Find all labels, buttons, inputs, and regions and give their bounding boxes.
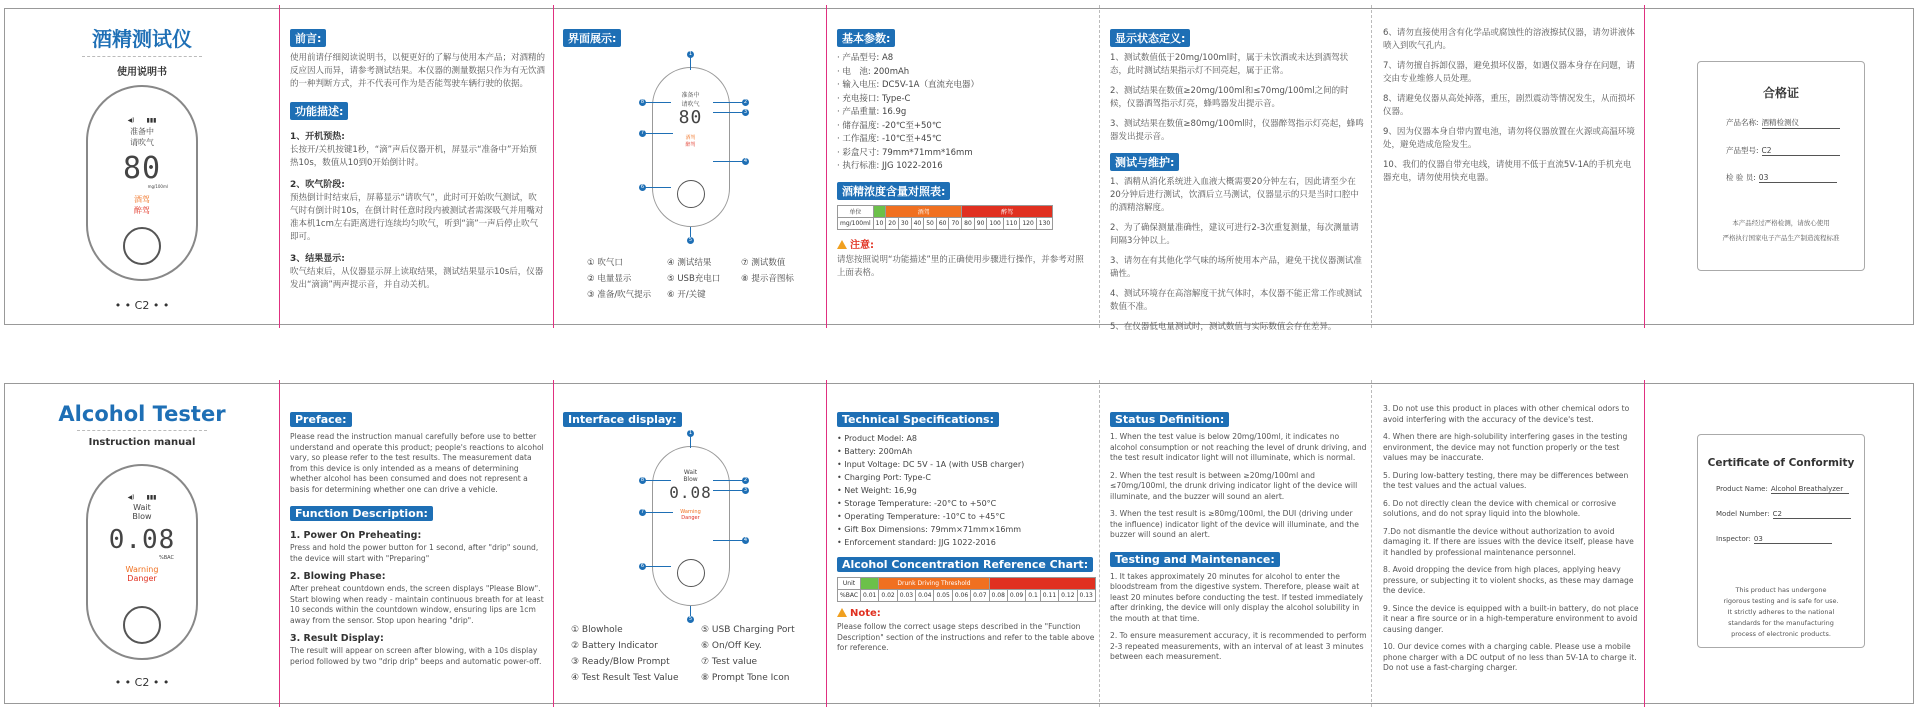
legend-item: ④ 测试结果 <box>667 258 712 268</box>
table-row-label: mg/100ml <box>838 217 874 229</box>
label: Inspector: <box>1716 535 1751 543</box>
fold-line <box>826 5 827 328</box>
callout-1: 1 <box>688 51 693 57</box>
specs-panel <box>837 9 1092 324</box>
callout-line <box>690 436 691 448</box>
table-cell: 0.01 <box>861 590 879 602</box>
callout-line <box>643 480 671 481</box>
status-item: 1、测试数值低于20mg/100ml时，属于未饮酒或未达到酒驾状态，此时测试结果指示灯不回亮起，属于正常。 <box>1110 53 1349 76</box>
status-list <box>1110 432 1367 541</box>
screen-line2: 请吹气 <box>130 138 154 147</box>
table-cell: 90 <box>974 217 987 229</box>
callout-line <box>713 102 743 103</box>
legend-item: ① Blowhole <box>571 625 623 635</box>
status-panel <box>1110 9 1365 332</box>
legend-item: ⑦ Test value <box>701 657 758 667</box>
interface-heading: 界面展示: <box>563 29 621 47</box>
spec-item: • Battery: 200mAh <box>837 447 913 456</box>
concentration-table <box>837 205 1053 230</box>
callout-line <box>690 606 691 616</box>
model-label: • • C2 • • <box>114 299 170 312</box>
device-screen <box>88 115 196 216</box>
note-heading-text: Note: <box>850 608 881 619</box>
callout-line <box>713 540 743 541</box>
value: 03 <box>1759 173 1837 183</box>
fold-line <box>826 380 827 707</box>
preface-panel <box>290 9 545 324</box>
table-cell: 0.04 <box>916 590 934 602</box>
legend-item: ⑦ 测试数值 <box>741 258 786 268</box>
cert-product-name <box>1726 117 1864 129</box>
diagram-line1: 准备中 <box>681 92 700 99</box>
diagram-screen <box>653 469 729 521</box>
maintenance-item: 6、请勿直接使用含有化学品或腐蚀性的溶液擦拭仪器，请勿讲液体喷入到吹气孔内。 <box>1383 28 1635 51</box>
certificate-panel <box>1645 9 1915 324</box>
model-label: • • C2 • • <box>114 676 170 689</box>
continued-list <box>1383 27 1638 185</box>
note-heading-text: 注意: <box>850 239 874 251</box>
screen-digits: 80 <box>122 151 162 186</box>
certificate-panel <box>1645 384 1915 703</box>
callout-3: 3 <box>743 487 748 493</box>
specs-heading: Technical Specifications: <box>837 412 999 427</box>
diagram-digits: 80 <box>678 107 703 128</box>
legend-item: ① 吹气口 <box>587 258 623 268</box>
screen-line1: 准备中 <box>130 127 154 136</box>
device-illustration <box>86 464 198 660</box>
step2-text: After preheat countdown ends, the screen displays "Please Blow". Start blowing when ready - maintain continuous breath for at least 10 seconds within the countdown window, ensuring lips are 1cm away from the sensor. Stop upon hearing "drip". <box>290 584 544 625</box>
legend-col3 <box>741 255 816 287</box>
callout-6: 6 <box>640 184 645 190</box>
dui-band: 醉驾 <box>962 205 1053 217</box>
step3-title: 3、结果显示: <box>290 254 345 264</box>
table-cell: 0.12 <box>1059 590 1077 602</box>
legend-item: ③ Ready/Blow Prompt <box>571 657 670 667</box>
table-cell: 40 <box>911 217 924 229</box>
callout-line <box>643 133 673 134</box>
specs-list <box>837 432 1095 549</box>
label: 检 验 员: <box>1726 173 1756 182</box>
device-illustration <box>86 85 198 281</box>
status-item: 2. When the test result is between ≥20mg/100ml and ≤70mg/100ml, the drunk driving indicator light of the device will illuminate, and the buzzer will sound an alert. <box>1110 470 1358 501</box>
value: Alcohol Breathalyzer <box>1771 485 1849 494</box>
step1-text: Press and hold the power button for 1 second, after "drip" sound, the device will start with "Preparing" <box>290 543 539 563</box>
table-cell: 0.05 <box>934 590 952 602</box>
callout-1: 1 <box>688 430 693 436</box>
note-heading <box>837 608 1095 619</box>
danger-label: Danger <box>127 574 157 583</box>
table-cell: 20 <box>886 217 899 229</box>
cert-inspector <box>1726 172 1864 183</box>
maintenance-item: 4. When there are high-solubility interfering gases in the testing environment, the device may not function properly or the test values may be inaccurate. <box>1383 432 1628 462</box>
spec-item: • Storage Temperature: -20°C to +50°C <box>837 499 997 508</box>
device-diagram <box>652 67 730 227</box>
note-text: 请您按照说明“功能描述”里的正确使用步骤进行操作，并参考对照上面表格。 <box>837 254 1084 278</box>
legend-item: ⑤ USB Charging Port <box>701 625 795 635</box>
continued-panel <box>1383 384 1641 703</box>
fold-line <box>1099 5 1100 328</box>
cert-note <box>1708 218 1854 244</box>
legend-item: ③ 准备/吹气提示 <box>587 290 652 300</box>
status-panel <box>1110 384 1367 703</box>
label: 产品型号: <box>1726 146 1759 155</box>
callout-line <box>643 566 671 567</box>
callout-line <box>713 161 743 162</box>
normal-band <box>861 578 879 590</box>
maintenance-item: 9. Since the device is equipped with a built-in battery, do not place it near a fire source or in a high-temperature environment to avoid causing danger. <box>1383 603 1639 634</box>
diagram-button <box>677 559 705 587</box>
callout-line <box>713 112 743 113</box>
spec-item: · 电 池: 200mAh <box>837 66 910 77</box>
preface-heading: 前言: <box>290 29 326 47</box>
legend-col2 <box>667 255 739 303</box>
preface-text: 使用前请仔细阅读说明书，以便更好的了解与使用本产品；对酒精的反应因人而异，请参考测试结果。本仪器的测量数据只作为有无饮酒的一种判断方式，并不代表可作为是否能驾驶车辆行驶的依据。 <box>290 53 546 89</box>
maintenance-heading: 测试与维护: <box>1110 153 1179 171</box>
step2-text: 预热倒计时结束后，屏幕显示“请吹气”，此时可开始吹气测试，吹气时有倒计时10s，在倒计时任意时段内被测试者需深吸气并用嘴对准本机1cm左右距离进行连续均匀吹气，听到“滴”一声后停止吹气即可。 <box>290 193 544 242</box>
legend-item: ⑧ Prompt Tone Icon <box>701 673 790 683</box>
certificate-card <box>1697 434 1865 648</box>
value: 酒精检测仪 <box>1762 117 1840 129</box>
interface-panel <box>563 9 818 324</box>
maintenance-item: 3. Do not use this product in places with other chemical odors to avoid interfering with the accuracy of the device's test. <box>1383 404 1630 424</box>
power-button <box>123 606 161 644</box>
cover-title: 酒精测试仪 <box>92 27 192 51</box>
maintenance-item: 10. Our device comes with a charging cable. Please use a mobile phone charger with a DC output of no less than 5V-1A to charge it. Do not use a fast-charging charger. <box>1383 642 1637 672</box>
spec-item: • Product Model: A8 <box>837 434 917 443</box>
continued-panel <box>1383 9 1638 324</box>
callout-7: 7 <box>640 130 645 136</box>
chinese-manual-sheet <box>4 8 1914 332</box>
spec-item: · 工作温度: -10℃至+45℃ <box>837 134 942 144</box>
maintenance-heading: Testing and Maintenance: <box>1110 552 1280 567</box>
maintenance-item: 8、请避免仪器从高处掉落，重压，剧烈震动等情况发生，从而损坏仪器。 <box>1383 94 1635 117</box>
specs-heading: 基本参数: <box>837 29 895 47</box>
callout-2: 2 <box>743 477 748 483</box>
legend-item: ⑥ On/Off Key. <box>701 641 762 651</box>
cert-note: This product has undergone rigorous testing and is safe for use. It strictly adheres to the national standards for the manufacturing process of electronic products. <box>1723 586 1839 638</box>
maintenance-item: 10、我们的仪器自带充电线，请使用不低于直流5V-1A的手机充电器充电，请勿使用快充电器。 <box>1383 160 1632 183</box>
callout-2: 2 <box>743 99 748 105</box>
spec-item: • Gift Box Dimensions: 79mm×71mm×16mm <box>837 525 1022 534</box>
table-cell: 60 <box>936 217 949 229</box>
table-header-unit: Unit <box>838 578 861 590</box>
fold-line <box>279 5 280 328</box>
sound-battery-icon: ◀) ▮▮▮ <box>127 494 157 501</box>
table-cell: 30 <box>898 217 911 229</box>
fold-line <box>1099 380 1100 707</box>
spec-item: · 输入电压: DC5V-1A（直流充电器） <box>837 80 979 90</box>
label: Product Name: <box>1716 485 1768 493</box>
table-cell: 0.03 <box>897 590 915 602</box>
diagram-line2: 请吹气 <box>681 101 700 108</box>
cert-model <box>1726 145 1864 156</box>
maintenance-list <box>1110 572 1367 663</box>
title-divider <box>82 56 202 57</box>
status-list <box>1110 52 1365 144</box>
diagram-line1: Wait <box>683 469 698 476</box>
callout-7: 7 <box>640 509 645 515</box>
maintenance-item: 4、测试环境存在高溶解度干扰气体时，本仪器不能正常工作或测试数值不准。 <box>1110 289 1362 312</box>
legend-col2 <box>701 622 816 686</box>
table-cell: 0.06 <box>952 590 970 602</box>
cover-panel <box>5 384 279 703</box>
status-item: 3. When the test result is ≥80mg/100ml, the DUI (driving under the influence) indicator light of the device will illuminate, and the buzzer will sound an alert. <box>1110 509 1359 539</box>
english-manual-sheet <box>4 383 1914 704</box>
device-diagram <box>652 446 730 606</box>
title-divider <box>77 430 207 431</box>
warning-icon <box>837 240 847 249</box>
warning-label: Warning <box>125 565 159 574</box>
continued-list <box>1383 404 1641 674</box>
maintenance-item: 8. Avoid dropping the device from high places, applying heavy pressure, or subjecting it to violent shocks, as these may damage the device. <box>1383 565 1634 595</box>
maintenance-item: 2. To ensure measurement accuracy, it is recommended to perform 2-3 repeated measurements, with an interval of at least 3 minutes between each measurement. <box>1110 631 1367 661</box>
table-cell: 130 <box>1036 217 1052 229</box>
concentration-table <box>837 577 1096 602</box>
status-item: 2、测试结果在数值≥20mg/100ml和≤70mg/100ml之间的时候，仪器酒驾指示灯亮，蜂鸣器发出提示音。 <box>1110 86 1349 109</box>
certificate-card <box>1697 61 1865 271</box>
table-cell: 110 <box>1003 217 1019 229</box>
maintenance-item: 1. It takes approximately 20 minutes for alcohol to enter the bloodstream from the digestive system. Therefore, please wait at least 20 minutes before conducting the test. If tested immediately after drinking, the device will only display the alcohol solubility in the mouth at that time. <box>1110 571 1363 623</box>
table-cell: 0.02 <box>879 590 897 602</box>
spec-item: • Operating Temperature: -10°C to +45°C <box>837 512 1005 521</box>
callout-line <box>643 512 673 513</box>
table-cell: 120 <box>1020 217 1036 229</box>
table-cell: 50 <box>924 217 937 229</box>
spec-item: • Enforcement standard: JJG 1022-2016 <box>837 538 996 547</box>
legend-item: ② Battery Indicator <box>571 641 658 651</box>
cover-panel <box>5 9 279 324</box>
screen-line1: Wait <box>133 503 151 512</box>
callout-8: 8 <box>640 477 645 483</box>
certificate-title: 合格证 <box>1762 86 1799 100</box>
screen-line2: Blow <box>132 512 152 521</box>
legend-item: ⑥ 开/关键 <box>667 290 706 300</box>
function-heading: 功能描述: <box>290 102 348 120</box>
table-cell: 10 <box>873 217 886 229</box>
maintenance-item: 3、请勿在有其他化学气味的场所使用本产品，避免干扰仪器测试准确性。 <box>1110 256 1362 279</box>
note-text: Please follow the correct usage steps described in the "Function Description" section of the instructions and refer to the table above for reference. <box>837 622 1095 652</box>
power-button <box>123 227 161 265</box>
label: Model Number: <box>1716 510 1770 518</box>
cert-model <box>1716 510 1864 519</box>
cert-note-line: 严格执行国家电子产品生产制造流程标准 <box>1722 234 1840 242</box>
spec-item: · 储存温度: -20℃至+50℃ <box>837 120 942 131</box>
legend-col1 <box>587 255 667 303</box>
cert-inspector <box>1716 535 1864 544</box>
certificate-title: Certificate of Conformity <box>1707 457 1855 469</box>
function-heading: Function Description: <box>290 506 433 521</box>
note-heading <box>837 236 1092 251</box>
step1-title: 1. Power On Preheating: <box>290 530 422 541</box>
table-cell: 0.11 <box>1040 590 1058 602</box>
maintenance-item: 7.Do not dismantle the device without authorization to avoid damaging it. If there are issues with the device itself, please have it handled by professional maintenance personnel. <box>1383 526 1634 557</box>
callout-5: 5 <box>688 237 693 243</box>
maintenance-item: 9、因为仪器本身自带内置电池，请勿将仪器放置在火源或高温环境处，避免造成危险发生。 <box>1383 127 1635 150</box>
callout-6: 6 <box>640 563 645 569</box>
diagram-warning: 酒驾 <box>685 135 696 141</box>
preface-text: Please read the instruction manual carefully before use to better understand and operate this product; people's reactions to alcohol vary, so please refer to the test results. The measurement data from this device is only intended as a means of determining whether alcohol has been consumed and does not represent a basis for determining whether one can drive a vehicle. <box>290 432 544 494</box>
drunk-driving-band: 酒驾 <box>886 205 962 217</box>
cover-subtitle: 使用说明书 <box>117 67 167 78</box>
warning-icon <box>837 608 847 617</box>
step3-text: 吹气结束后，从仪器显示屏上读取结果，测试结果显示10s后，仪器发出“滴滴”两声提示音，并自动关机。 <box>290 267 544 290</box>
value: C2 <box>1762 146 1840 156</box>
diagram-danger: Danger <box>681 515 700 521</box>
table-row-label: %BAC <box>838 590 861 602</box>
callout-3: 3 <box>743 109 748 115</box>
diagram-line2: Blow <box>683 476 698 483</box>
diagram-digits: 0.08 <box>669 483 712 502</box>
specs-panel <box>837 384 1095 703</box>
table-cell: 70 <box>949 217 962 229</box>
legend-item: ② 电量显示 <box>587 274 632 284</box>
spec-item: · 执行标准: JJG 1022-2016 <box>837 161 943 171</box>
cover-subtitle: Instruction manual <box>88 437 196 448</box>
interface-heading: Interface display: <box>563 412 682 427</box>
cover-title: Alcohol Tester <box>58 402 226 426</box>
legend-col1 <box>571 622 691 686</box>
legend-item: ⑧ 提示音图标 <box>741 274 794 284</box>
diagram-screen <box>653 90 729 148</box>
status-heading: Status Definition: <box>1110 412 1229 427</box>
table-cell: 0.07 <box>971 590 989 602</box>
spec-item: · 充电接口: Type-C <box>837 93 911 104</box>
table-cell: 0.1 <box>1026 590 1041 602</box>
warning-label: 酒驾 <box>134 195 150 204</box>
table-cell: 0.09 <box>1007 590 1025 602</box>
fold-line <box>1371 380 1372 707</box>
legend-item: ④ Test Result Test Value <box>571 673 679 683</box>
normal-band <box>873 205 886 217</box>
spec-item: • Net Weight: 16,9g <box>837 486 917 495</box>
callout-4: 4 <box>743 537 748 543</box>
table-cell: 80 <box>962 217 975 229</box>
step1-title: 1、开机预热: <box>290 132 345 142</box>
spec-item: • Charging Port: Type-C <box>837 473 931 482</box>
table-header-unit: 单位 <box>838 205 874 217</box>
fold-line <box>553 5 554 328</box>
danger-label: 醉驾 <box>134 206 150 215</box>
label: 产品名称: <box>1726 118 1759 127</box>
callout-8: 8 <box>640 99 645 105</box>
step2-title: 2、吹气阶段: <box>290 180 345 190</box>
status-item: 1. When the test value is below 20mg/100ml, it indicates no alcohol consumption or not reaching the level of drunk driving, and the test result indicator light will not illuminate, which is normal. <box>1110 432 1367 462</box>
value: 03 <box>1754 535 1832 544</box>
spec-item: • Input Voltage: DC 5V - 1A (with USB charger) <box>837 460 1025 469</box>
drunk-driving-band: Drunk Driving Threshold <box>879 578 989 590</box>
maintenance-item: 5、在仪器低电量测试时，测试数值与实际数值会存在差异。 <box>1110 322 1337 332</box>
cert-product-name <box>1716 485 1864 494</box>
chart-heading: 酒精浓度含量对照表: <box>837 182 950 200</box>
callout-5: 5 <box>688 616 693 622</box>
maintenance-item: 7、请勿擅自拆卸仪器，避免损坏仪器，如遇仪器本身存在问题，请交由专业维修人员处理。 <box>1383 61 1635 84</box>
maintenance-item: 1、酒精从消化系统进入血液大概需要20分钟左右，因此请至少在20分钟后进行测试，饮酒后立马测试，仪器显示的只是当时口腔中的酒精溶解度。 <box>1110 177 1359 213</box>
maintenance-item: 5. During low-battery testing, there may be differences between the test values and the actual values. <box>1383 470 1629 490</box>
callout-line <box>643 102 671 103</box>
fold-line <box>553 380 554 707</box>
maintenance-item: 6. Do not directly clean the device with chemical or corrosive solutions, and do not spray liquid into the blowhole. <box>1383 498 1617 518</box>
callout-line <box>690 56 691 70</box>
fold-line <box>279 380 280 707</box>
status-heading: 显示状态定义: <box>1110 29 1190 47</box>
spec-item: · 彩盒尺寸: 79mm*71mm*16mm <box>837 147 973 158</box>
callout-4: 4 <box>743 158 748 164</box>
step2-title: 2. Blowing Phase: <box>290 571 386 582</box>
cert-note-line: 本产品经过严格检测，请放心使用 <box>1732 219 1830 227</box>
specs-list <box>837 52 1092 174</box>
table-cell: 0.08 <box>989 590 1007 602</box>
diagram-danger: 醉驾 <box>685 142 696 148</box>
step3-title: 3. Result Display: <box>290 633 384 644</box>
spec-item: · 产品重量: 16.9g <box>837 107 907 117</box>
screen-unit: mg/100ml <box>147 184 168 189</box>
chart-heading: Alcohol Concentration Reference Chart: <box>837 557 1093 572</box>
spec-item: · 产品型号: A8 <box>837 53 894 63</box>
callout-line <box>643 187 671 188</box>
screen-digits: 0.08 <box>108 525 176 555</box>
interface-panel <box>563 384 818 703</box>
table-cell: 100 <box>987 217 1003 229</box>
diagram-warning: Warning <box>680 509 701 515</box>
table-cell: 0.13 <box>1077 590 1095 602</box>
dui-band <box>989 578 1095 590</box>
diagram-button <box>677 180 705 208</box>
step3-text: The result will appear on screen after blowing, with a 10s display period followed by two "drip drip" beeps and automatic power-off. <box>290 646 542 666</box>
status-item: 3、测试结果在数值≥80mg/100ml时，仪器醉驾指示灯亮起，蜂鸣器发出提示音。 <box>1110 119 1364 142</box>
sound-battery-icon: ◀) ▮▮▮ <box>127 117 157 124</box>
value: C2 <box>1773 510 1851 519</box>
callout-line <box>713 490 743 491</box>
step1-text: 长按开/关机按键1秒，“滴”声后仪器开机，屏显示“准备中”开始预热10s，数值从10到0开始倒计时。 <box>290 145 537 168</box>
callout-line <box>713 480 743 481</box>
screen-unit: %BAC <box>158 555 174 561</box>
legend-item: ⑤ USB充电口 <box>667 274 721 284</box>
callout-line <box>690 227 691 237</box>
device-screen <box>88 492 196 583</box>
maintenance-list <box>1110 176 1365 334</box>
maintenance-item: 2、为了确保测量准确性，建议可进行2-3次重复测量，每次测量请间隔3分钟以上。 <box>1110 223 1359 246</box>
fold-line <box>1371 5 1372 328</box>
preface-heading: Preface: <box>290 412 352 427</box>
preface-panel <box>290 384 548 703</box>
